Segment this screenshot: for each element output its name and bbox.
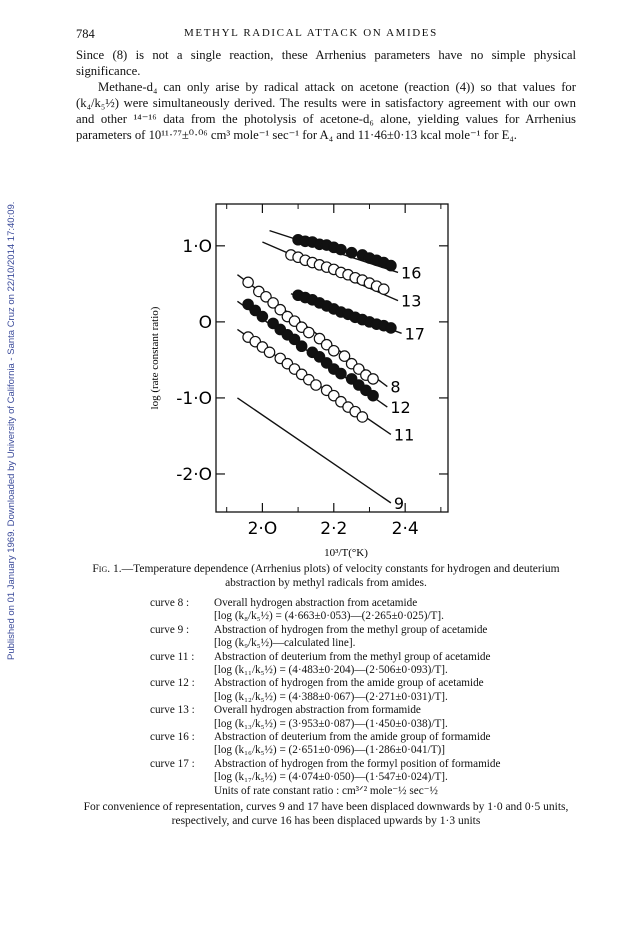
data-point-12 bbox=[368, 390, 378, 400]
paragraph-2: Methane-d₄ can only arise by radical attack on acetone (reaction (4)) so that values for (k₄/k₅½) were simultaneously derived. The results were in satisfactory agreement with our own and other ¹⁴⁻¹⁶ data from the photolysis of acetone-d₆ alone, yielding values for Arrhenius parameters of 10¹¹·⁷⁷±⁰·⁰⁶ cm³ mole⁻¹ sec⁻¹ for A₄ and 11·46±0·13 kcal mole⁻¹ for E₄. bbox=[76, 80, 576, 142]
curve-label-9: 9 bbox=[393, 493, 405, 513]
curve-entry bbox=[150, 597, 570, 624]
curve-label-13: 13 bbox=[401, 291, 422, 311]
curve-entry bbox=[150, 624, 570, 651]
figure-caption bbox=[76, 562, 576, 590]
curve-entry bbox=[150, 651, 570, 678]
y-tick-label: -2·O bbox=[176, 464, 212, 485]
curve-description: Abstraction of hydrogen from the formyl position of formamide bbox=[214, 757, 501, 770]
paragraph-1: Since (8) is not a single reaction, these Arrhenius parameters have no simple physical significance. bbox=[76, 48, 576, 78]
page-number: 784 bbox=[76, 27, 95, 41]
running-head bbox=[76, 27, 576, 43]
curve-key: curve 16 : bbox=[150, 731, 195, 744]
data-point-8 bbox=[368, 374, 378, 384]
curve-line-9 bbox=[237, 398, 390, 503]
x-axis-label: 10³/T(°K) bbox=[324, 547, 368, 559]
footnote: For convenience of representation, curves 9 and 17 have been displaced downwards by 1·0 and 0·5 units, respectively, and curve 16 has been displaced upwards by 1·3 units bbox=[83, 801, 569, 827]
curve-key: curve 8 : bbox=[150, 597, 190, 609]
curve-entry bbox=[150, 758, 570, 785]
y-axis-label: log (rate constant ratio) bbox=[149, 306, 161, 410]
y-tick-label: O bbox=[198, 312, 212, 333]
caption-text: —Temperature dependence (Arrhenius plots) of velocity constants for hydrogen and deuterium abstraction by methyl radicals from amides. bbox=[121, 563, 560, 589]
x-tick-label: 2·4 bbox=[391, 519, 419, 539]
figure-label: Fig. 1. bbox=[92, 563, 122, 575]
curve-label-11: 11 bbox=[393, 425, 415, 445]
data-point-12 bbox=[296, 341, 306, 351]
curve-key: curve 12 : bbox=[150, 677, 195, 690]
curve-description: Abstraction of deuterium from the methyl group of acetamide bbox=[214, 650, 491, 663]
curve-label-16: 16 bbox=[401, 263, 422, 283]
data-point-12 bbox=[336, 368, 346, 378]
units-line: Units of rate constant ratio : cm³ᐟ² mole⁻½ sec⁻½ bbox=[214, 784, 438, 797]
curve-equation: [log (k₁₃/k₅½) = (3·953±0·087)—(1·450±0·038)/T]. bbox=[214, 717, 448, 730]
sidebar-publication-note: Published on 01 January 1969. Downloaded by University of California - Santa Cruz on 22/10/2014 17:40:09. bbox=[6, 201, 17, 660]
y-tick-label: 1·O bbox=[182, 236, 212, 257]
curve-entry bbox=[150, 677, 570, 704]
curve-description: Overall hydrogen abstraction from formamide bbox=[214, 704, 421, 717]
data-point-12 bbox=[257, 311, 267, 321]
data-point-16 bbox=[386, 260, 396, 270]
data-point-8 bbox=[304, 327, 314, 337]
curve-key: curve 9 : bbox=[150, 623, 190, 636]
curve-description: Abstraction of hydrogen from the methyl group of acetamide bbox=[214, 623, 488, 636]
curve-entry bbox=[150, 731, 570, 758]
curve-description: Abstraction of deuterium from the amide group of formamide bbox=[214, 731, 491, 744]
curve-entry bbox=[150, 704, 570, 731]
data-point-16 bbox=[346, 247, 356, 257]
curve-description: Overall hydrogen abstraction from acetamide bbox=[214, 597, 418, 609]
data-point-11 bbox=[311, 380, 321, 390]
curve-equation: [log (k₁₁/k₅½) = (4·483±0·204)—(2·506±0·093)/T]. bbox=[214, 664, 448, 677]
curve-equation: [log (k₁₂/k₅½) = (4·388±0·067)—(2·271±0·031)/T]. bbox=[214, 690, 448, 703]
running-title: METHYL RADICAL ATTACK ON AMIDES bbox=[184, 27, 438, 39]
x-tick-label: 2·O bbox=[247, 519, 278, 539]
curve-key: curve 13 : bbox=[150, 704, 195, 717]
curve-label-8: 8 bbox=[390, 377, 401, 397]
arrhenius-chart bbox=[140, 190, 470, 560]
curve-equation: [log (k₁₇/k₅½) = (4·074±0·050)—(1·547±0·024)/T]. bbox=[214, 771, 448, 784]
data-point-16 bbox=[336, 244, 346, 254]
curve-description: Abstraction of hydrogen from the amide group of acetamide bbox=[214, 677, 484, 690]
curve-key: curve 17 : bbox=[150, 757, 195, 770]
curve-equation: [log (k₉/k₅½)—calculated line]. bbox=[214, 637, 356, 650]
body-text bbox=[76, 47, 576, 143]
data-point-8 bbox=[329, 346, 339, 356]
data-point-11 bbox=[264, 347, 274, 357]
data-point-13 bbox=[379, 284, 389, 294]
curve-label-17: 17 bbox=[404, 324, 425, 344]
figure-arrhenius-plot bbox=[140, 190, 470, 560]
curve-equation: [log (k₁₆/k₅½) = (2·651±0·096)—(1·286±0·041/T)] bbox=[214, 744, 445, 757]
curve-legend-list bbox=[150, 597, 570, 798]
x-tick-label: 2·2 bbox=[320, 519, 348, 539]
curve-label-12: 12 bbox=[390, 398, 411, 418]
data-point-17 bbox=[386, 323, 396, 333]
data-point-8 bbox=[243, 277, 253, 287]
data-point-11 bbox=[357, 412, 367, 422]
curve-equation: [log (k₈/k₅½) = (4·663±0·053)—(2·265±0·025)/T]. bbox=[214, 610, 444, 623]
curve-key: curve 11 : bbox=[150, 650, 195, 663]
y-tick-label: -1·O bbox=[176, 388, 212, 409]
